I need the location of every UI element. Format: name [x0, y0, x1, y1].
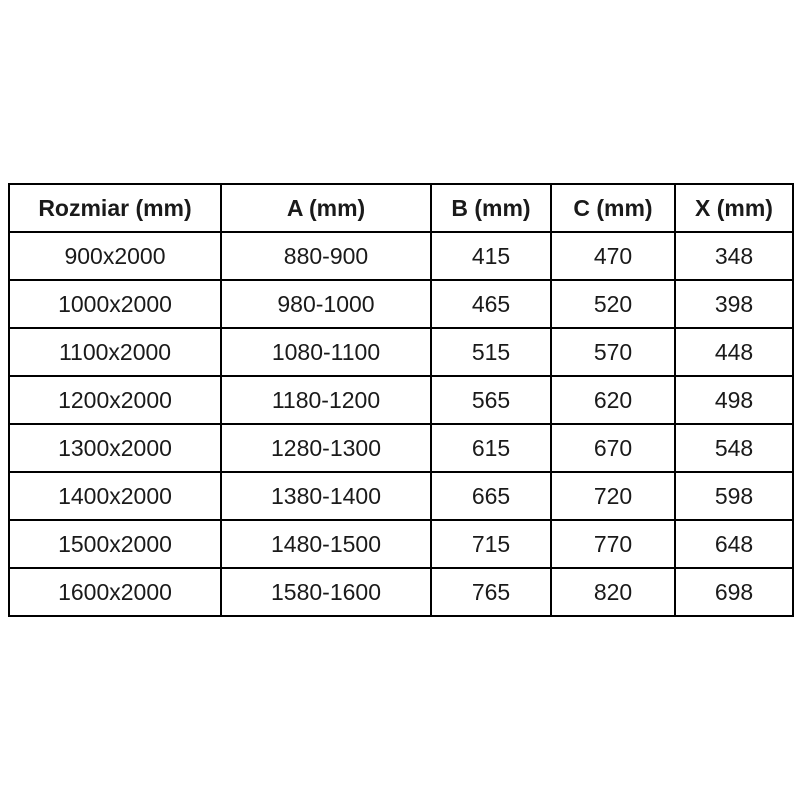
table-cell-a: 880-900	[221, 232, 431, 280]
header-cell-b: B (mm)	[431, 184, 551, 232]
table-cell-a: 1180-1200	[221, 376, 431, 424]
table-cell-c: 720	[551, 472, 675, 520]
table-cell-b: 715	[431, 520, 551, 568]
table-cell-x: 548	[675, 424, 793, 472]
table-cell-a: 1080-1100	[221, 328, 431, 376]
table-cell-b: 465	[431, 280, 551, 328]
table-row	[9, 232, 793, 280]
table-cell-a: 980-1000	[221, 280, 431, 328]
table-cell-x: 398	[675, 280, 793, 328]
table-cell-a: 1580-1600	[221, 568, 431, 616]
table-cell-x: 698	[675, 568, 793, 616]
table-row	[9, 472, 793, 520]
header-cell-rozmiar: Rozmiar (mm)	[9, 184, 221, 232]
table-cell-b: 565	[431, 376, 551, 424]
table-cell-b: 615	[431, 424, 551, 472]
table-row	[9, 376, 793, 424]
table-row	[9, 424, 793, 472]
table-cell-rozmiar: 1200x2000	[9, 376, 221, 424]
table-cell-c: 520	[551, 280, 675, 328]
table-cell-c: 820	[551, 568, 675, 616]
table-cell-x: 598	[675, 472, 793, 520]
table-cell-x: 348	[675, 232, 793, 280]
header-row	[9, 184, 793, 232]
table-cell-c: 770	[551, 520, 675, 568]
table-cell-c: 570	[551, 328, 675, 376]
table-row	[9, 280, 793, 328]
table-cell-a: 1380-1400	[221, 472, 431, 520]
table-cell-x: 648	[675, 520, 793, 568]
table-cell-x: 498	[675, 376, 793, 424]
table-row	[9, 568, 793, 616]
table-cell-c: 470	[551, 232, 675, 280]
table-cell-rozmiar: 1000x2000	[9, 280, 221, 328]
size-spec-table	[8, 183, 794, 617]
table-cell-rozmiar: 1300x2000	[9, 424, 221, 472]
table-cell-b: 515	[431, 328, 551, 376]
table-cell-b: 765	[431, 568, 551, 616]
table-cell-c: 670	[551, 424, 675, 472]
table-row	[9, 328, 793, 376]
table-cell-a: 1280-1300	[221, 424, 431, 472]
table-cell-b: 665	[431, 472, 551, 520]
table-cell-rozmiar: 900x2000	[9, 232, 221, 280]
header-cell-c: C (mm)	[551, 184, 675, 232]
table-cell-a: 1480-1500	[221, 520, 431, 568]
table-cell-x: 448	[675, 328, 793, 376]
header-cell-x: X (mm)	[675, 184, 793, 232]
table-cell-rozmiar: 1100x2000	[9, 328, 221, 376]
table-cell-c: 620	[551, 376, 675, 424]
table-cell-rozmiar: 1600x2000	[9, 568, 221, 616]
table-cell-rozmiar: 1500x2000	[9, 520, 221, 568]
table-cell-rozmiar: 1400x2000	[9, 472, 221, 520]
header-cell-a: A (mm)	[221, 184, 431, 232]
table-row	[9, 520, 793, 568]
table-cell-b: 415	[431, 232, 551, 280]
